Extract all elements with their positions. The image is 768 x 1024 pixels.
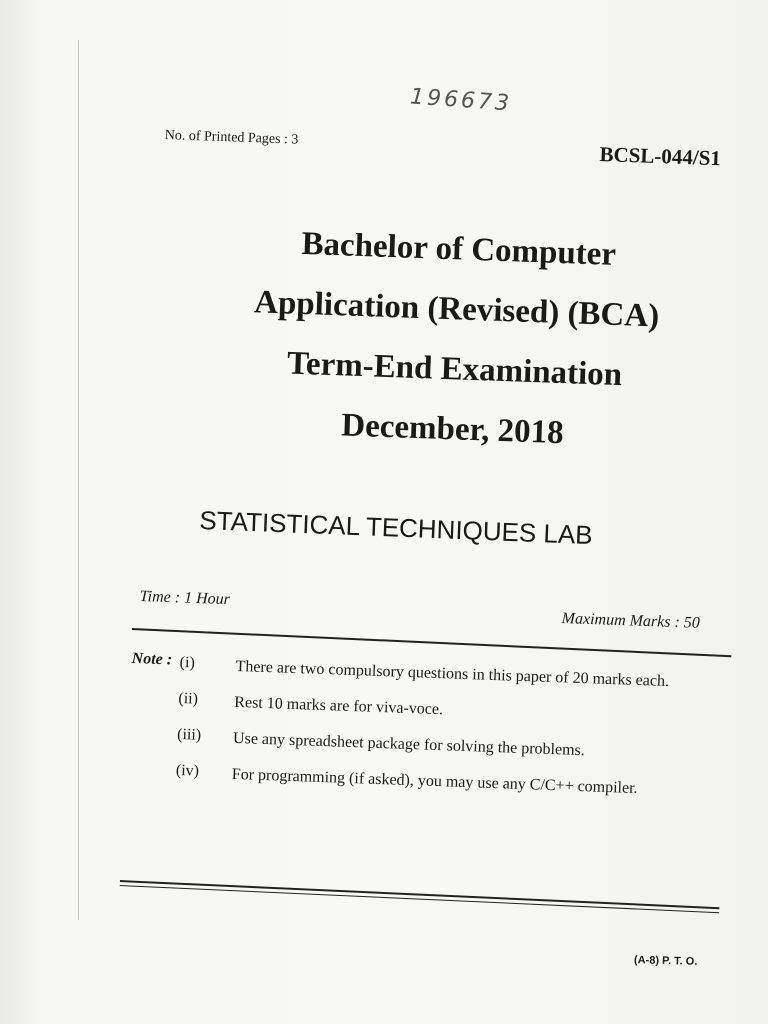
handwritten-serial-number: 196673: [409, 84, 513, 117]
note-label: Note :: [131, 650, 173, 669]
maximum-marks: Maximum Marks : 50: [561, 610, 701, 632]
note-number: (ii): [178, 689, 199, 708]
divider-line: [132, 628, 731, 657]
double-rule: [120, 880, 720, 916]
note-text: There are two compulsory questions in this paper of 20 marks each.: [235, 657, 670, 691]
scan-edge-line: [78, 40, 79, 920]
note-item: [179, 654, 739, 696]
title-line-1: Bachelor of Computer: [300, 225, 617, 273]
subject-title: STATISTICAL TECHNIQUES LAB: [198, 505, 594, 551]
note-item: [175, 762, 735, 804]
note-item: [177, 726, 737, 768]
note-item: [178, 690, 738, 732]
note-number: (iv): [175, 761, 200, 780]
note-text: Use any spreadsheet package for solving the problems.: [232, 729, 586, 760]
time-allowed: Time : 1 Hour: [139, 588, 231, 609]
note-text: For programming (if asked), you may use any C/C++ compiler.: [231, 765, 638, 798]
title-line-3: Term-End Examination: [286, 345, 623, 394]
page-footer: (A-8) P. T. O.: [633, 954, 698, 968]
title-line-4: December, 2018: [340, 407, 565, 452]
title-line-2: Application (Revised) (BCA): [253, 284, 660, 335]
note-text: Rest 10 marks are for viva-voce.: [234, 693, 444, 719]
exam-title: [182, 210, 730, 469]
printed-pages-count: No. of Printed Pages : 3: [164, 128, 299, 148]
paper-code: BCSL-044/S1: [599, 142, 722, 171]
notes-list: [175, 654, 740, 817]
note-number: (i): [179, 654, 196, 672]
note-number: (iii): [176, 725, 202, 744]
